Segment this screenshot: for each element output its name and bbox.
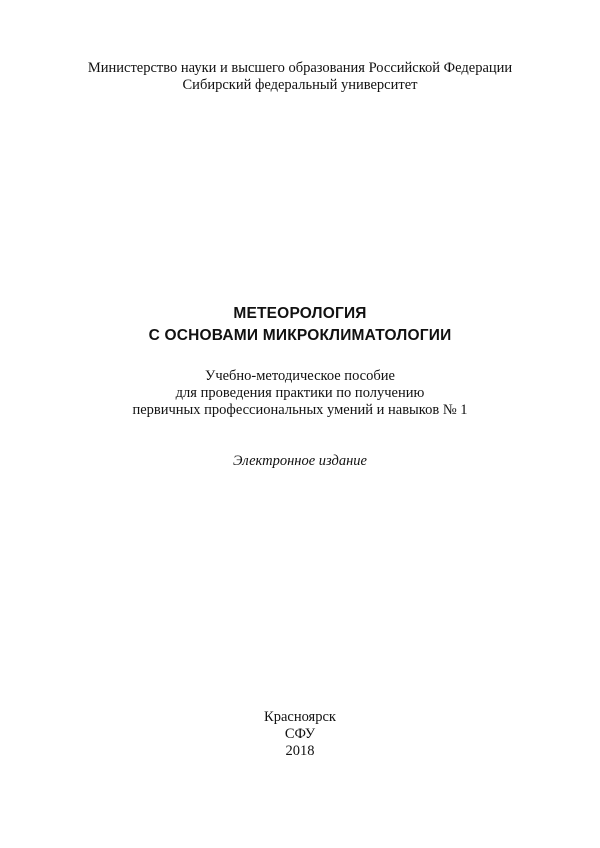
- subtitle-line-1: Учебно-методическое пособие: [205, 368, 395, 384]
- imprint-block: [0, 709, 600, 760]
- edition-line: Электронное издание: [233, 453, 367, 469]
- university-line: Сибирский федеральный университет: [182, 77, 418, 93]
- imprint-publisher: СФУ: [284, 726, 316, 742]
- imprint-year: 2018: [285, 743, 315, 759]
- title-line-1: МЕТЕОРОЛОГИЯ: [233, 305, 367, 322]
- edition-note: [0, 453, 600, 470]
- subtitle-line-3: первичных профессиональных умений и навыков № 1: [132, 402, 468, 418]
- title-line-2: С ОСНОВАМИ МИКРОКЛИМАТОЛОГИИ: [148, 327, 452, 344]
- document-title: [0, 303, 600, 347]
- header-block: [0, 60, 600, 94]
- ministry-line: Министерство науки и высшего образования Российской Федерации: [87, 60, 513, 76]
- subtitle-line-2: для проведения практики по получению: [175, 385, 425, 401]
- document-subtitle: [0, 368, 600, 419]
- imprint-city: Красноярск: [264, 709, 336, 725]
